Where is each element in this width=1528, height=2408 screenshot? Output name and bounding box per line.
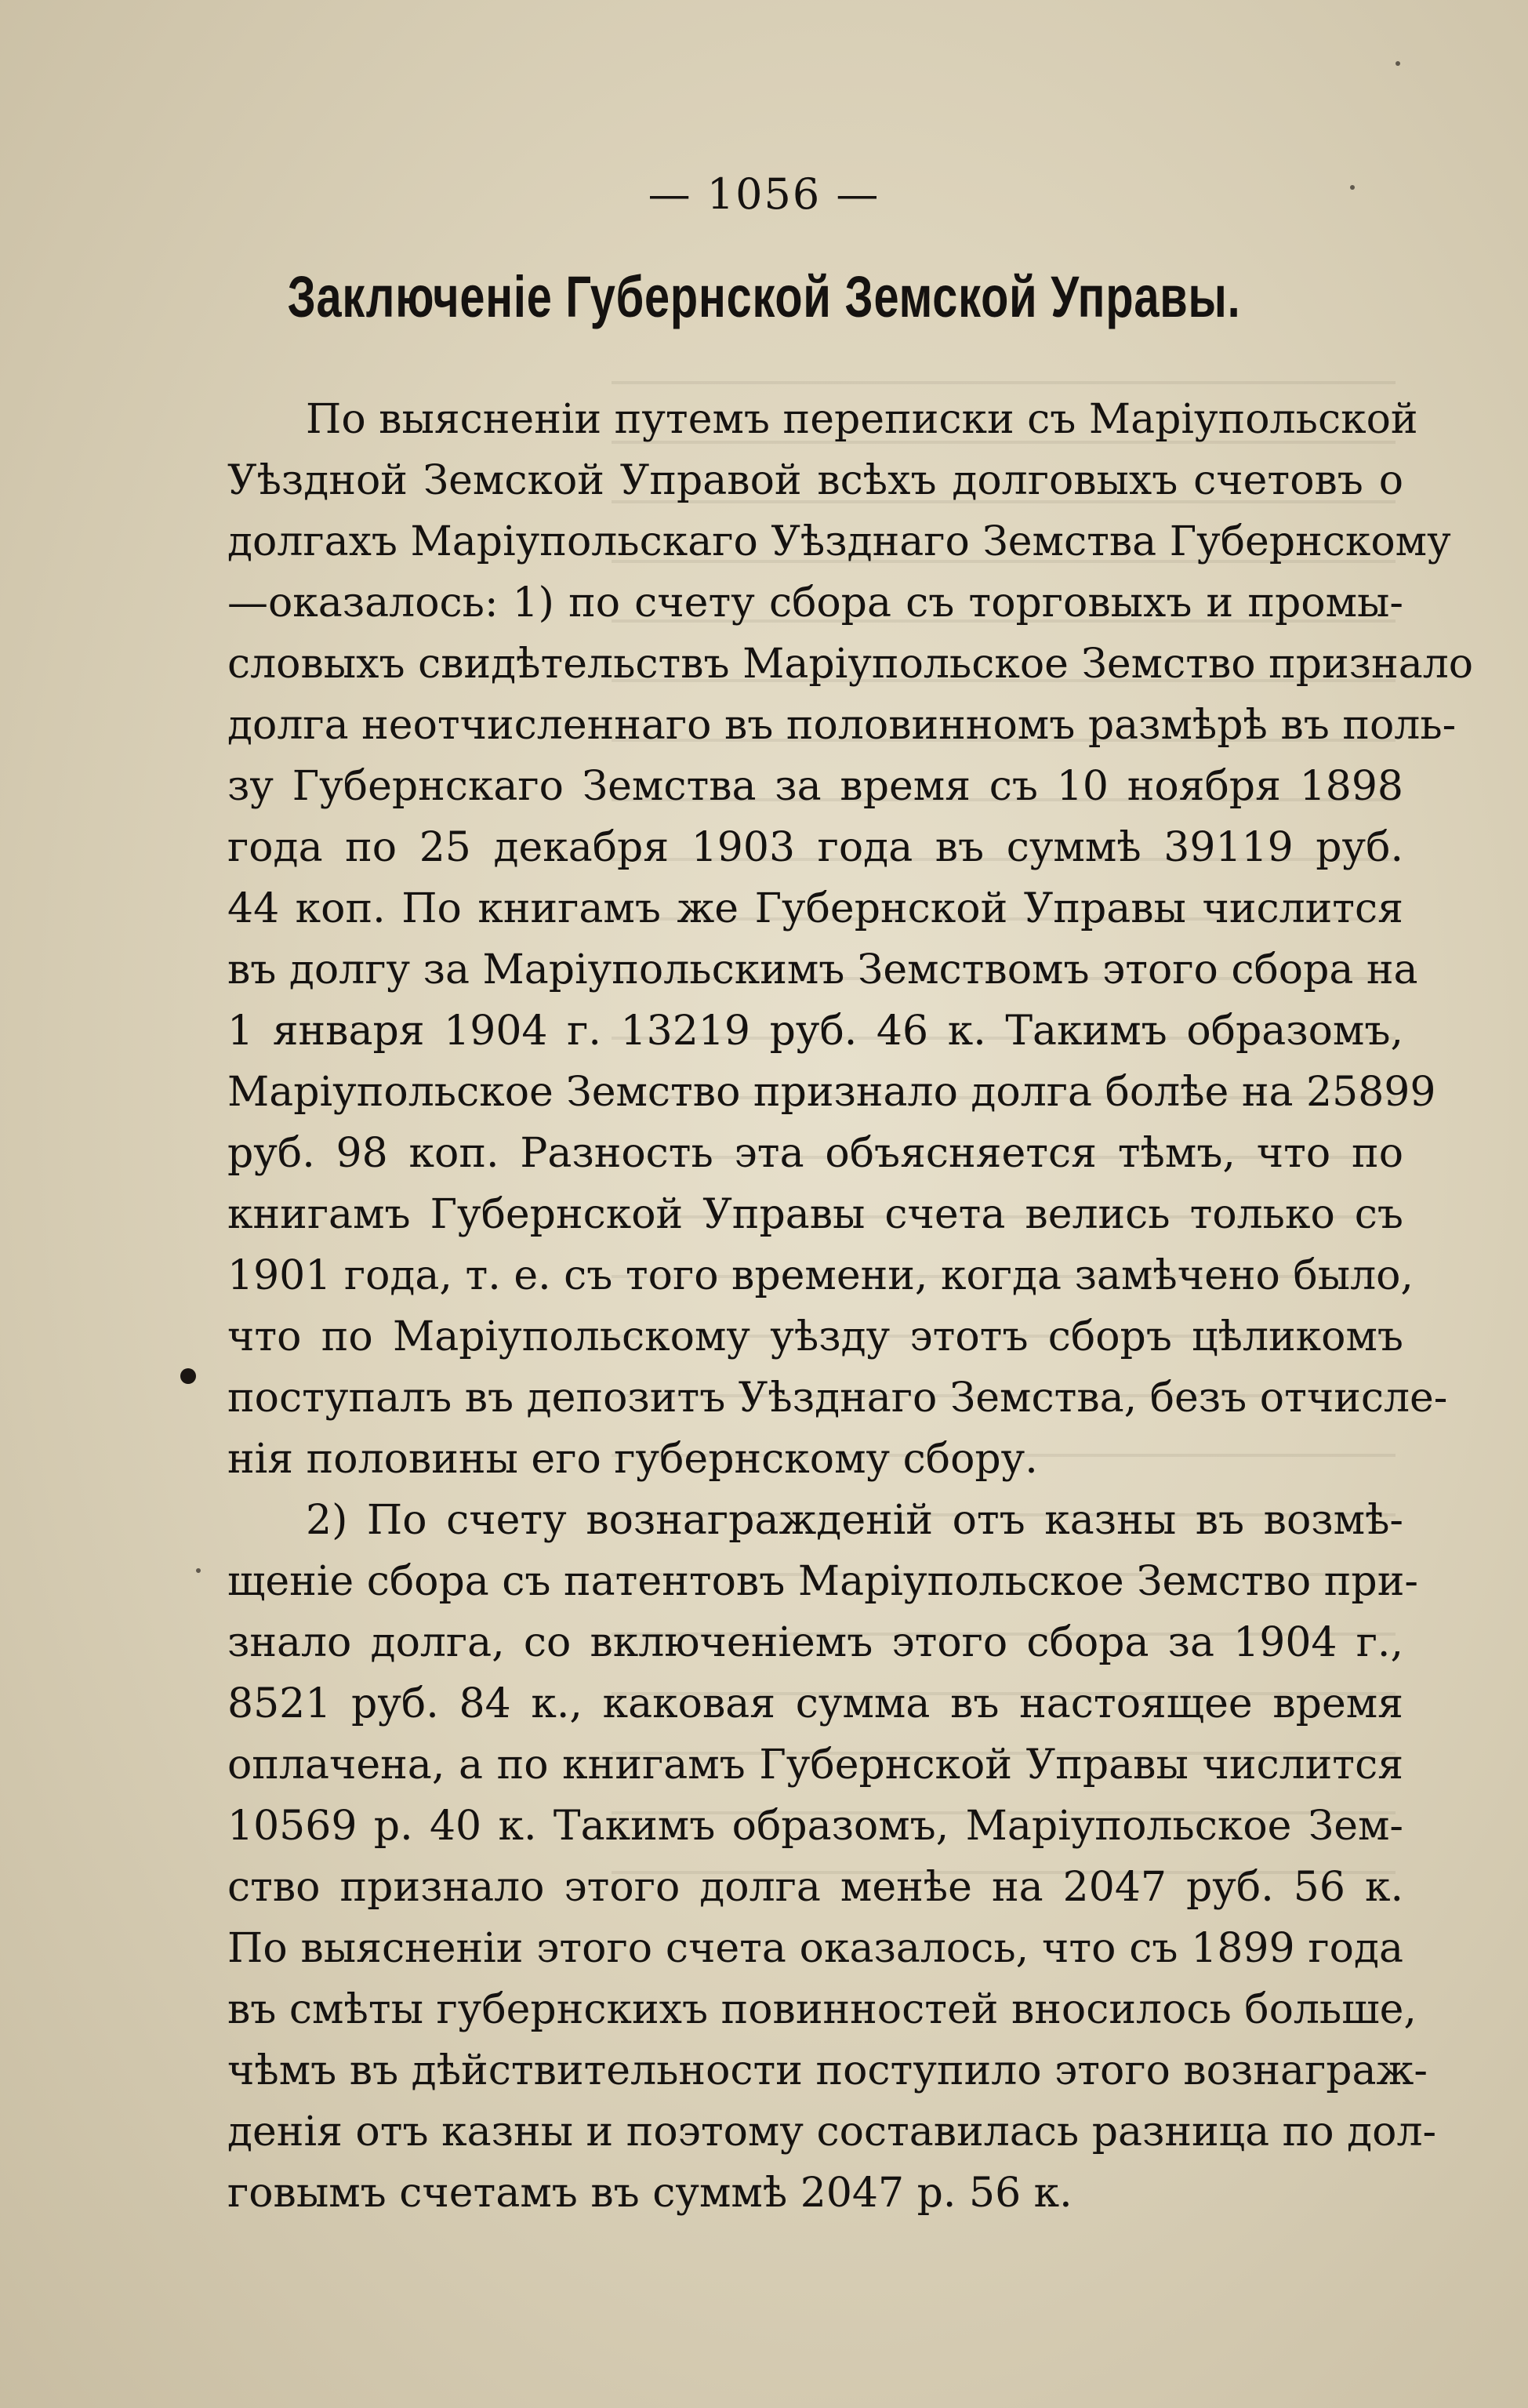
text-line: 10569 р. 40 к. Такимъ образомъ, Маріупольское Зем- [227, 1803, 1403, 1850]
text-line: Маріупольское Земство признало долга болѣе на 25899 [227, 1069, 1436, 1116]
text-line: оплачена, а по книгамъ Губернской Управы числится [227, 1742, 1403, 1789]
text-line: 1901 года, т. е. съ того времени, когда замѣчено было, [227, 1252, 1414, 1299]
text-line: 8521 руб. 84 к., каковая сумма въ настоящее время [227, 1680, 1403, 1727]
text-line: 44 коп. По книгамъ же Губернской Управы числится [227, 885, 1403, 932]
text-line: денія отъ казны и поэтому составилась разница по дол- [227, 2108, 1437, 2156]
bleed-through-shadow [612, 337, 1396, 1905]
text-line: руб. 98 коп. Разность эта объясняется тѣмъ, что по [227, 1130, 1403, 1177]
text-line: въ смѣты губернскихъ повинностей вносилось больше, [227, 1986, 1417, 2033]
text-line: что по Маріупольскому уѣзду этотъ сборъ цѣликомъ [227, 1313, 1403, 1360]
text-line: года по 25 декабря 1903 года въ суммѣ 39119 руб. [227, 824, 1403, 871]
text-line: щеніе сбора съ патентовъ Маріупольское Земство при- [227, 1558, 1418, 1605]
text-line: По выясненіи этого счета оказалось, что съ 1899 года [227, 1925, 1403, 1972]
page-number: — 1056 — [648, 169, 880, 219]
text-line: книгамъ Губернской Управы счета велись только съ [227, 1191, 1403, 1238]
text-line: долгахъ Маріупольскаго Уѣзднаго Земства Губернскому [227, 518, 1451, 565]
paper-speck [1396, 61, 1400, 66]
text-line: нія половины его губернскому сбору. [227, 1436, 1038, 1483]
text-line: говымъ счетамъ въ суммѣ 2047 р. 56 к. [227, 2170, 1073, 2217]
ink-blot-mark [180, 1368, 196, 1384]
text-line: въ долгу за Маріупольскимъ Земствомъ этого сбора на [227, 946, 1418, 993]
text-line: 2) По счету вознагражденій отъ казны въ возмѣ- [306, 1497, 1403, 1544]
text-line: словыхъ свидѣтельствъ Маріупольское Земство признало [227, 641, 1474, 688]
text-line: По выясненіи путемъ переписки съ Маріупольской [306, 396, 1418, 443]
text-line: Уѣздной Земской Управой всѣхъ долговыхъ счетовъ о [227, 457, 1403, 504]
text-line: 1 января 1904 г. 13219 руб. 46 к. Такимъ образомъ, [227, 1008, 1403, 1055]
text-line: зу Губернскаго Земства за время съ 10 ноября 1898 [227, 763, 1403, 810]
text-line: долга неотчисленнаго въ половинномъ размѣрѣ въ поль- [227, 702, 1457, 749]
text-line: знало долга, со включеніемъ этого сбора за 1904 г., [227, 1619, 1403, 1666]
text-line: чѣмъ въ дѣйствительности поступило этого вознаграж- [227, 2047, 1428, 2094]
paper-speck [196, 1568, 201, 1573]
text-line: —оказалось: 1) по счету сбора съ торговыхъ и промы- [227, 579, 1403, 627]
text-line: поступалъ въ депозитъ Уѣзднаго Земства, безъ отчисле- [227, 1375, 1448, 1422]
paper-speck [1350, 185, 1355, 190]
text-line: ство признало этого долга менѣе на 2047 руб. 56 к. [227, 1864, 1403, 1911]
section-title: Заключеніе Губернской Земской Управы. [287, 264, 1241, 329]
